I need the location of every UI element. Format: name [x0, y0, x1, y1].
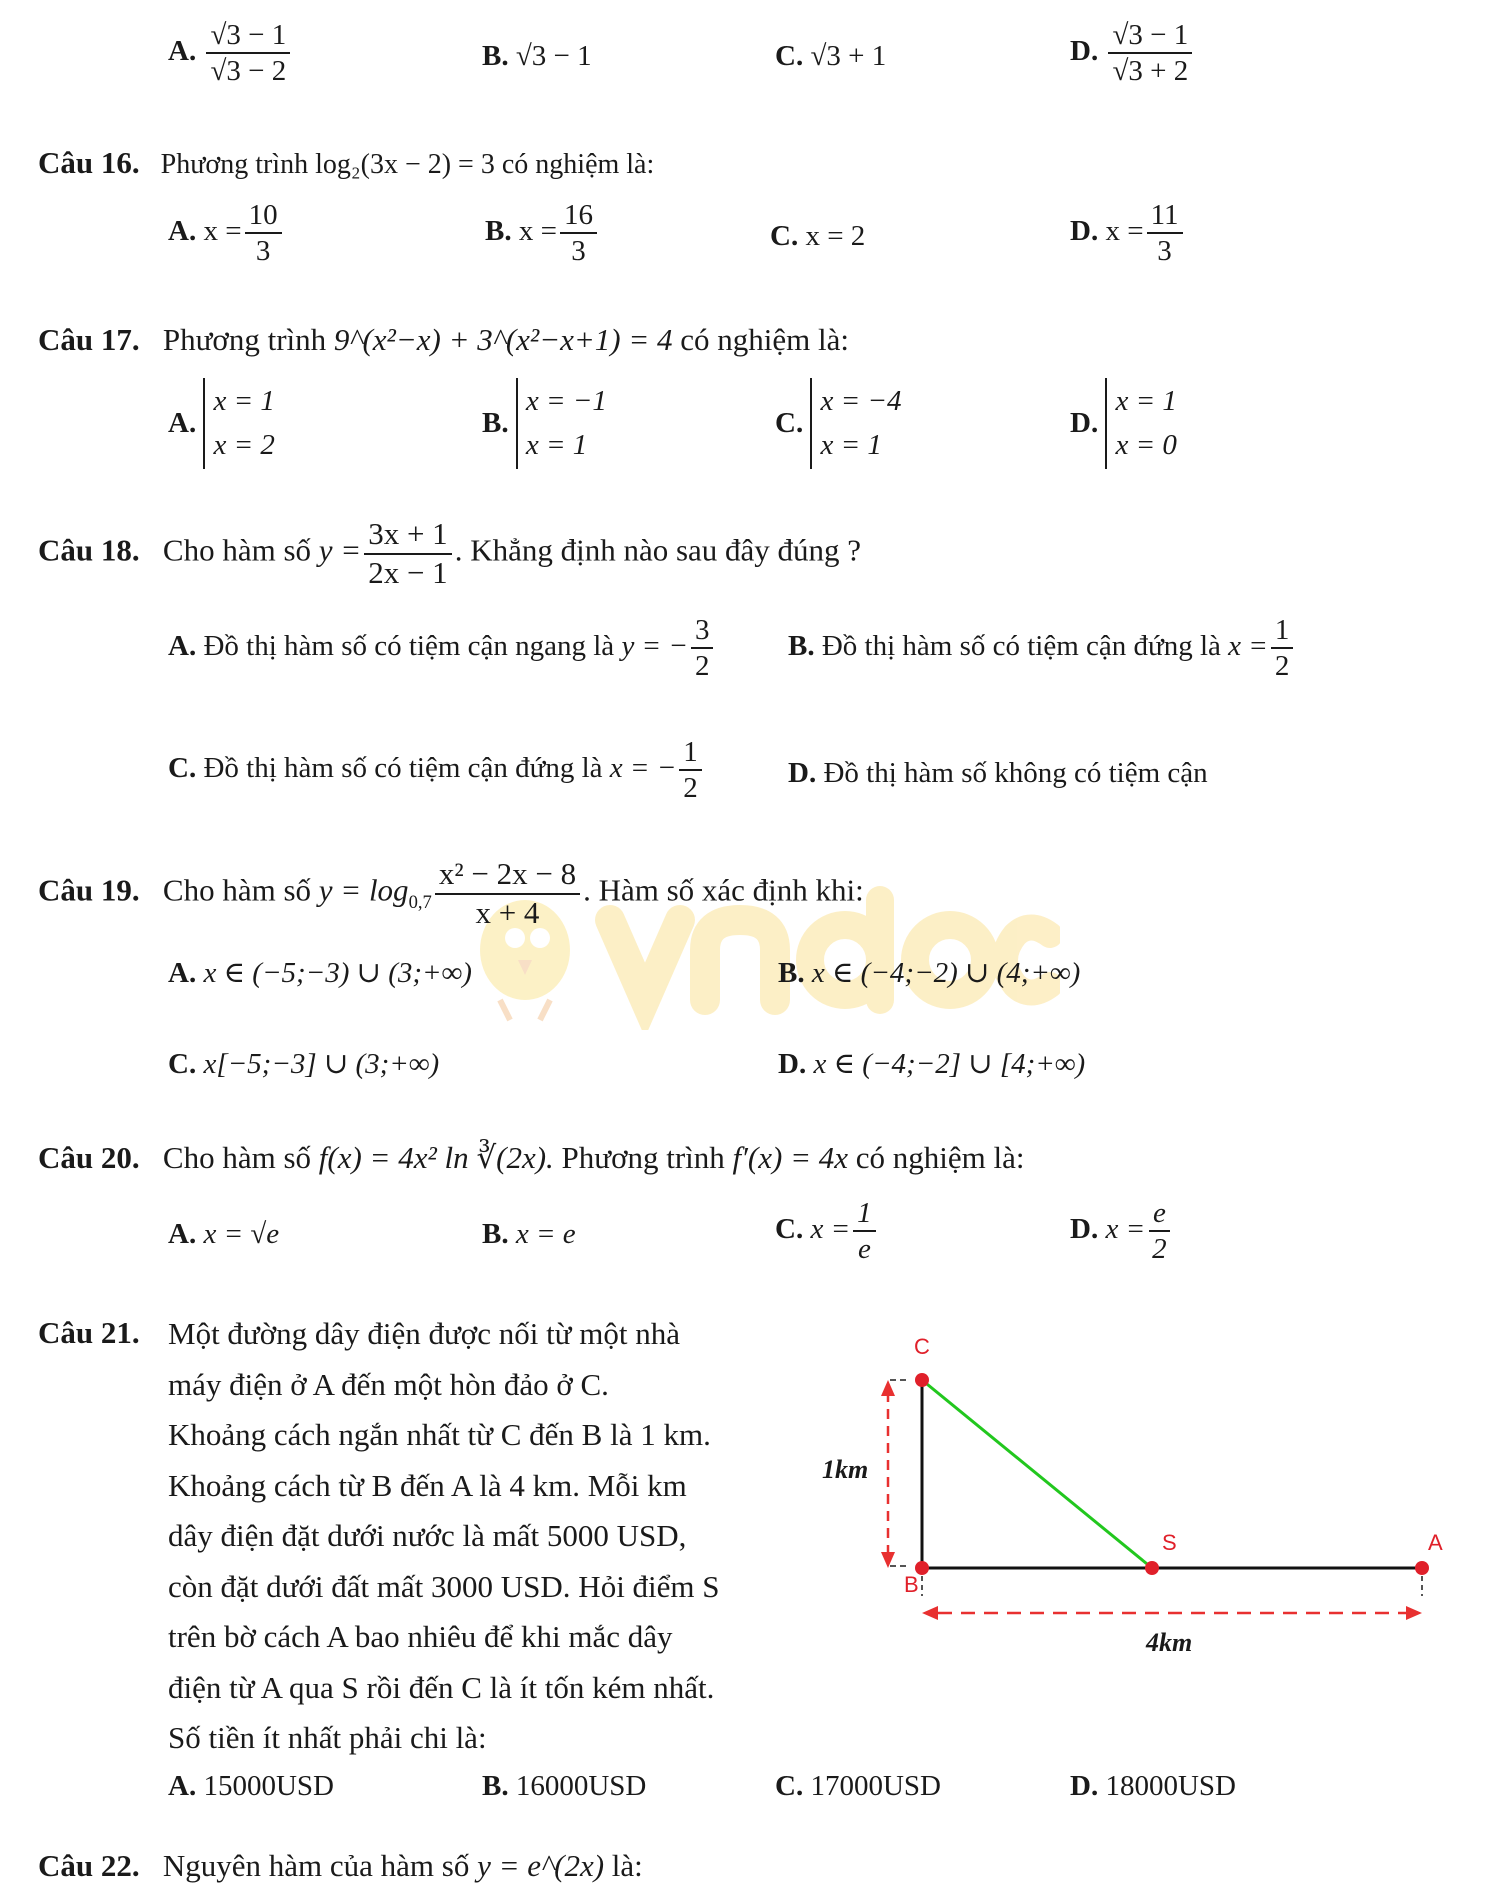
q18-b-denominator: 2: [1274, 650, 1290, 683]
q18-b-text: Đồ thị hàm số có tiệm cận đứng là: [821, 630, 1221, 663]
q21-line: Khoảng cách ngắn nhất từ C đến B là 1 km.: [168, 1417, 711, 1452]
q15-d-denominator: √3 + 2: [1112, 55, 1189, 88]
q15-d-label: D.: [1070, 35, 1099, 68]
q20-a-label: A.: [168, 1218, 197, 1250]
q21-option-b[interactable]: [482, 1770, 646, 1803]
q18-a-text: Đồ thị hàm số có tiệm cận ngang là: [203, 630, 615, 663]
q16-b-numerator: 16: [560, 200, 597, 234]
q18-c-label: C.: [168, 752, 197, 785]
q15-option-a[interactable]: [168, 20, 293, 87]
q17-option-a[interactable]: [168, 378, 275, 469]
q16-d-denominator: 3: [1157, 235, 1172, 268]
label-b: B: [904, 1572, 919, 1597]
q22-post: là:: [611, 1848, 643, 1883]
q20-a-text: x = √e: [203, 1218, 280, 1250]
q17-c-label: C.: [775, 407, 804, 439]
q20-option-d[interactable]: [1070, 1198, 1174, 1265]
dim-ba-arrow-right: [1406, 1606, 1422, 1620]
q19-option-d[interactable]: [778, 1046, 1085, 1081]
q21-option-c[interactable]: [775, 1770, 941, 1803]
q15-a-denominator: √3 − 2: [210, 55, 287, 88]
q15-c-text: √3 + 1: [810, 40, 887, 72]
q17-option-d[interactable]: [1070, 378, 1177, 469]
q20-c-label: C.: [775, 1213, 804, 1246]
q16-d-pre: x =: [1105, 215, 1144, 248]
q16-a-label: A.: [168, 215, 197, 248]
q20-d-label: D.: [1070, 1213, 1099, 1246]
q17-d-row2: x = 0: [1115, 428, 1177, 461]
q19-numerator: x² − 2x − 8: [435, 858, 580, 895]
dim-cb-arrow-top: [881, 1380, 895, 1396]
q21-b-text: 16000USD: [515, 1770, 647, 1802]
q21-line: còn đặt dưới đất mất 3000 USD. Hỏi điểm S: [168, 1568, 720, 1604]
q19-label: Câu 19.: [38, 872, 140, 908]
q16-option-c[interactable]: [770, 220, 865, 253]
q18-option-b[interactable]: [788, 615, 1296, 682]
q19-post: . Hàm số xác định khi:: [583, 872, 864, 908]
q18-a-label: A.: [168, 630, 197, 663]
q18-c-text: Đồ thị hàm số có tiệm cận đứng là: [203, 752, 603, 785]
q21-option-d[interactable]: [1070, 1770, 1236, 1803]
q18-c-eq: x = −: [609, 752, 677, 785]
q20-post: có nghiệm là:: [855, 1140, 1025, 1175]
q20-equation: f(x) = 4x² ln ∛(2x).: [318, 1140, 554, 1175]
q21-label: Câu 21.: [38, 1315, 140, 1350]
q21-a-text: 15000USD: [203, 1770, 334, 1802]
q20-pre: Cho hàm số: [162, 1140, 312, 1175]
q16-option-d[interactable]: [1070, 200, 1186, 267]
q15-d-numerator: √3 − 1: [1108, 20, 1192, 54]
line-cs: [922, 1380, 1152, 1568]
label-1km: 1km: [822, 1455, 869, 1484]
q20-stem: [38, 1140, 1024, 1176]
q18-b-label: B.: [788, 630, 815, 663]
q18-a-denominator: 2: [694, 650, 710, 683]
q16-c-text: x = 2: [805, 220, 866, 252]
q21-paragraph: [168, 1309, 778, 1764]
q21-c-label: C.: [775, 1770, 804, 1802]
q22-pre: Nguyên hàm của hàm số: [162, 1848, 470, 1883]
q15-c-label: C.: [775, 40, 804, 72]
q20-d-pre: x =: [1105, 1213, 1146, 1246]
q17-c-row1: x = −4: [820, 385, 902, 417]
q16-option-b[interactable]: [485, 200, 600, 267]
q18-c-denominator: 2: [683, 772, 698, 805]
q21-d-label: D.: [1070, 1770, 1099, 1802]
q18-d-label: D.: [788, 757, 817, 789]
q21-line: trên bờ cách A bao nhiêu để khi mắc dây: [168, 1619, 673, 1654]
q19-option-b[interactable]: [778, 955, 1080, 990]
q21-b-label: B.: [482, 1770, 509, 1802]
q17-d-row1: x = 1: [1115, 385, 1177, 417]
q21-line: Một đường dây điện được nối từ một nhà: [168, 1316, 680, 1351]
q19-option-a[interactable]: [168, 955, 472, 990]
q18-label: Câu 18.: [38, 532, 140, 568]
q18-post: . Khẳng định nào sau đây đúng ?: [454, 532, 862, 568]
q17-option-b[interactable]: [482, 378, 607, 469]
q17-equation: 9^(x²−x) + 3^(x²−x+1) = 4: [333, 322, 673, 357]
dim-ba-arrow-left: [922, 1606, 938, 1620]
q21-line: máy điện ở A đến một hòn đảo ở C.: [168, 1366, 609, 1402]
q21-diagram: [800, 1330, 1460, 1670]
q19-d-label: D.: [778, 1048, 807, 1080]
q17-b-label: B.: [482, 407, 509, 439]
q19-a-label: A.: [168, 957, 197, 989]
q18-c-numerator: 1: [679, 737, 702, 771]
q16-equation: log₂(3x − 2) = 3: [315, 149, 495, 180]
q17-c-row2: x = 1: [820, 428, 882, 461]
point-s: [1145, 1561, 1159, 1575]
q20-equation-2: f′(x) = 4x: [732, 1140, 848, 1175]
q19-d-text: x ∈ (−4;−2] ∪ [4;+∞): [813, 1048, 1086, 1080]
q16-d-numerator: 11: [1147, 200, 1183, 234]
q19-b-text: x ∈ (−4;−2) ∪ (4;+∞): [811, 957, 1081, 989]
q19-c-label: C.: [168, 1048, 197, 1080]
q16-option-a[interactable]: [168, 200, 285, 267]
q18-y: y =: [318, 532, 362, 568]
q17-a-row2: x = 2: [213, 428, 275, 461]
q17-option-c[interactable]: [775, 378, 901, 469]
q19-base: 0,7: [408, 891, 432, 913]
q20-option-b[interactable]: [482, 1218, 576, 1251]
q19-stem: [38, 858, 864, 929]
q17-label: Câu 17.: [38, 322, 140, 357]
q21-line: Khoảng cách từ B đến A là 4 km. Mỗi km: [168, 1467, 687, 1503]
q16-b-pre: x =: [518, 215, 557, 248]
q18-numerator: 3x + 1: [364, 518, 451, 555]
q22-label: Câu 22.: [38, 1848, 140, 1883]
q20-d-numerator: e: [1149, 1198, 1170, 1232]
q16-a-numerator: 10: [245, 200, 282, 234]
q17-a-row1: x = 1: [213, 385, 275, 417]
q17-a-label: A.: [168, 407, 197, 439]
label-a: A: [1428, 1530, 1443, 1555]
q20-label: Câu 20.: [38, 1140, 140, 1175]
label-s: S: [1162, 1530, 1177, 1555]
q22-stem: [38, 1848, 643, 1884]
q19-denominator: x + 4: [475, 894, 540, 930]
q17-stem: [38, 322, 849, 358]
q16-a-pre: x =: [203, 215, 242, 248]
q20-option-a[interactable]: [168, 1218, 279, 1251]
q20-option-c[interactable]: [775, 1198, 879, 1265]
q18-option-a[interactable]: [168, 615, 716, 682]
q15-b-label: B.: [482, 40, 509, 72]
q20-c-numerator: 1: [853, 1198, 876, 1232]
q20-c-denominator: e: [857, 1233, 871, 1266]
q19-option-c[interactable]: [168, 1046, 439, 1081]
q16-label: Câu 16.: [38, 145, 140, 180]
q18-b-eq: x =: [1228, 630, 1268, 663]
q15-option-c[interactable]: [775, 40, 886, 73]
q17-d-label: D.: [1070, 407, 1099, 439]
q16-a-denominator: 3: [255, 235, 271, 268]
q17-pre: Phương trình: [162, 322, 327, 357]
q15-b-text: √3 − 1: [515, 40, 592, 72]
q21-a-label: A.: [168, 1770, 197, 1802]
q15-option-d[interactable]: [1070, 20, 1195, 87]
q20-c-pre: x =: [810, 1213, 851, 1246]
label-4km: 4km: [1146, 1628, 1193, 1657]
q15-a-label: A.: [168, 35, 197, 68]
q19-pre: Cho hàm số: [162, 872, 312, 908]
q22-equation: y = e^(2x): [477, 1848, 605, 1883]
q21-line: Số tiền ít nhất phải chi là:: [168, 1720, 487, 1755]
q18-a-eq: y = −: [621, 630, 688, 663]
q20-b-text: x = e: [515, 1218, 576, 1250]
q18-pre: Cho hàm số: [162, 532, 312, 568]
q21-line: điện từ A qua S rồi đến C là ít tốn kém nhất.: [168, 1669, 715, 1705]
q21-line: dây điện đặt dưới nước là mất 5000 USD,: [168, 1518, 687, 1553]
q20-mid: Phương trình: [561, 1140, 725, 1175]
q16-pre: Phương trình: [160, 149, 309, 180]
q21-option-a[interactable]: [168, 1770, 334, 1803]
point-a: [1415, 1561, 1429, 1575]
point-c: [915, 1373, 929, 1387]
q18-b-numerator: 1: [1271, 615, 1294, 649]
q18-option-d[interactable]: [788, 757, 1208, 790]
q16-post: có nghiệm là:: [501, 149, 655, 180]
q18-d-text: Đồ thị hàm số không có tiệm cận: [823, 757, 1208, 789]
q16-c-label: C.: [770, 220, 799, 252]
q17-b-row1: x = −1: [525, 385, 607, 417]
q20-b-label: B.: [482, 1218, 509, 1250]
q19-a-text: x ∈ (−5;−3) ∪ (3;+∞): [203, 957, 472, 989]
q21-c-text: 17000USD: [810, 1770, 941, 1802]
q17-b-row2: x = 1: [525, 428, 588, 461]
q21-d-text: 18000USD: [1105, 1770, 1236, 1802]
q19-y: y = log: [318, 872, 409, 908]
q16-d-label: D.: [1070, 215, 1099, 248]
q20-d-denominator: 2: [1152, 1233, 1167, 1266]
q18-stem: [38, 518, 861, 589]
q17-post: có nghiệm là:: [680, 322, 850, 357]
q16-stem: [38, 145, 654, 181]
q16-b-label: B.: [485, 215, 512, 248]
q18-option-c[interactable]: [168, 737, 705, 804]
q18-a-numerator: 3: [691, 615, 714, 649]
q15-a-numerator: √3 − 1: [206, 20, 290, 54]
q16-b-denominator: 3: [571, 235, 586, 268]
q15-option-b[interactable]: [482, 40, 592, 73]
q19-c-text: x[−5;−3] ∪ (3;+∞): [203, 1048, 440, 1080]
label-c: C: [914, 1334, 930, 1359]
q19-b-label: B.: [778, 957, 805, 989]
q18-denominator: 2x − 1: [368, 554, 448, 590]
